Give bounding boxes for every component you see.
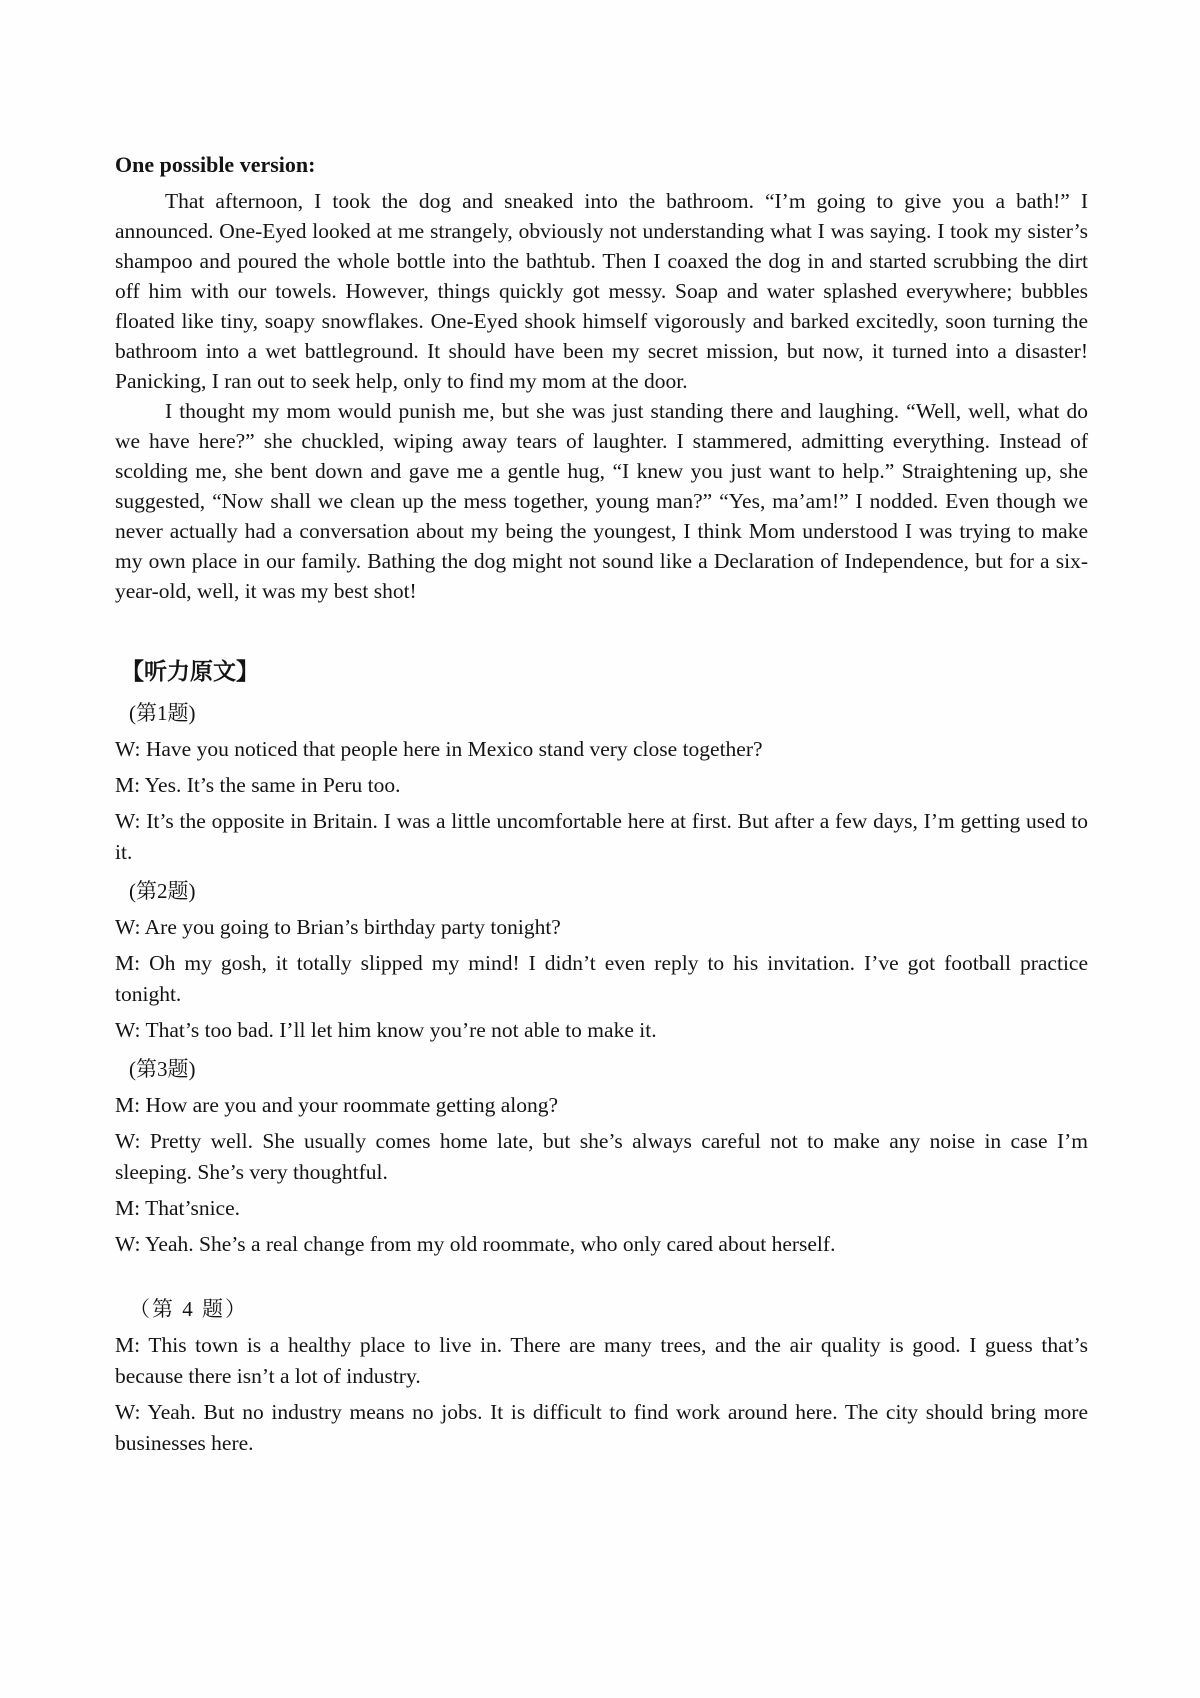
- listening-item-1: [115, 698, 1088, 868]
- listening-item-4: [115, 1294, 1088, 1459]
- essay-paragraph-2: I thought my mom would punish me, but she was just standing there and laughing. “Well, well, what do we have here?” she chuckled, wiping away tears of laughter. I stammered, admitting everything. Instead of scolding me, she bent down and gave me a gentle hug, “I knew you just want to help.” Straightening up, she suggested, “Now shall we clean up the mess together, young man?” “Yes, ma’am!” I nodded. Even though we never actually had a conversation about my being the youngest, I think Mom understood I was trying to make my own place in our family. Bathing the dog might not sound like a Declaration of Independence, but for a six-year-old, well, it was my best shot!: [115, 399, 1088, 603]
- question-label-2: (第2题): [129, 879, 196, 903]
- dialogue-line: W: It’s the opposite in Britain. I was a little uncomfortable here at first. But after a few days, I’m getting used to it.: [115, 809, 1088, 864]
- dialogue-line: W: Yeah. She’s a real change from my old roommate, who only cared about herself.: [115, 1232, 836, 1256]
- question-label-1: (第1题): [129, 701, 196, 725]
- dialogue-line: W: Have you noticed that people here in Mexico stand very close together?: [115, 737, 763, 761]
- listening-transcript-heading: 【听力原文】: [121, 659, 259, 684]
- dialogue-line: M: Oh my gosh, it totally slipped my mind! I didn’t even reply to his invitation. I’ve got football practice tonight.: [115, 951, 1088, 1006]
- listening-item-2: [115, 876, 1088, 1046]
- dialogue-line: W: Are you going to Brian’s birthday party tonight?: [115, 915, 561, 939]
- essay-heading: One possible version:: [115, 152, 316, 177]
- listening-item-3: [115, 1054, 1088, 1260]
- dialogue-line: W: Pretty well. She usually comes home late, but she’s always careful not to make any noise in case I’m sleeping. She’s very thoughtful.: [115, 1129, 1088, 1184]
- question-label-3: (第3题): [129, 1057, 196, 1081]
- dialogue-line: W: That’s too bad. I’ll let him know you’re not able to make it.: [115, 1018, 657, 1042]
- dialogue-line: M: How are you and your roommate getting along?: [115, 1093, 559, 1117]
- question-label-4: （第 4 题）: [129, 1297, 248, 1321]
- dialogue-line: W: Yeah. But no industry means no jobs. It is difficult to find work around here. The city should bring more businesses here.: [115, 1400, 1088, 1455]
- dialogue-line: M: Yes. It’s the same in Peru too.: [115, 773, 401, 797]
- dialogue-line: M: This town is a healthy place to live in. There are many trees, and the air quality is good. I guess that’s because there isn’t a lot of industry.: [115, 1333, 1088, 1388]
- dialogue-line: M: That’snice.: [115, 1196, 241, 1220]
- essay-paragraph-1: That afternoon, I took the dog and sneaked into the bathroom. “I’m going to give you a bath!” I announced. One-Eyed looked at me strangely, obviously not understanding what I was saying. I took my sister’s shampoo and poured the whole bottle into the bathtub. Then I coaxed the dog in and started scrubbing the dirt off him with our towels. However, things quickly got messy. Soap and water splashed everywhere; bubbles floated like tiny, soapy snowflakes. One-Eyed shook himself vigorously and barked excitedly, soon turning the bathroom into a wet battleground. It should have been my secret mission, but now, it turned into a disaster! Panicking, I ran out to seek help, only to find my mom at the door.: [115, 189, 1088, 393]
